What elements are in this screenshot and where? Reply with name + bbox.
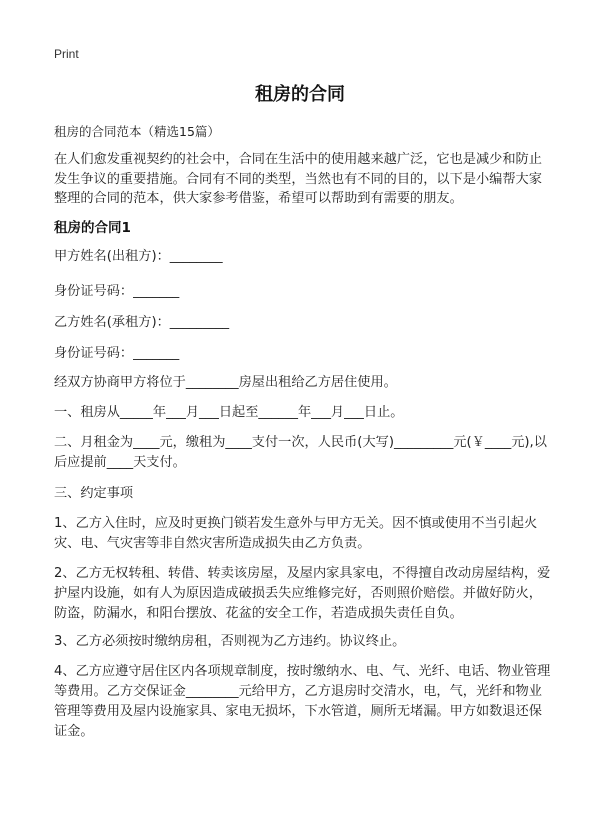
party-b-id-field: 身份证号码：_______ <box>54 346 180 361</box>
document-title: 租房的合同 <box>255 84 345 105</box>
list-item: 3、乙方必须按时缴纳房租，否则视为乙方违约。协议终止。 <box>54 634 406 649</box>
intro-paragraph: 在人们愈发重视契约的社会中，合同在生活中的使用越来越广泛，它也是减少和防止发生争议的重要措施。合同有不同的类型，当然也有不同的目的，以下是小编帮大家整理的合同的范本，供大家参考借鉴，希望可以帮助到有需要的朋友。 <box>54 152 542 206</box>
clause-1: 一、租房从_____年___月___日起至______年___月___日止。 <box>54 405 404 420</box>
print-link[interactable]: Print <box>54 47 79 61</box>
party-a-id-field: 身份证号码：_______ <box>54 284 180 299</box>
document-subtitle: 租房的合同范本（精选15篇） <box>54 124 220 139</box>
section-heading: 租房的合同1 <box>54 220 131 236</box>
list-item: 4、乙方应遵守居住区内各项规章制度，按时缴纳水、电、气、光纤、电话、物业管理等费用。乙方交保证金________元给甲方，乙方退房时交清水，电，气，光纤和物业管理等费用及屋内设施家具、家电无损坏，下水管道，厕所无堵漏。甲方如数退还保证金。 <box>54 664 551 739</box>
party-b-name-field: 乙方姓名(承租方)：_________ <box>54 315 230 330</box>
clause-3-heading: 三、约定事项 <box>54 486 134 501</box>
party-a-name-field: 甲方姓名(出租方)：________ <box>54 249 223 264</box>
clause-2: 二、月租金为____元，缴租为____支付一次，人民币(大写)_________元(￥____元),以后应提前____天支付。 <box>54 435 547 470</box>
list-item: 1、乙方入住时，应及时更换门锁若发生意外与甲方无关。因不慎或使用不当引起火灾、电、气灾害等非自然灾害所造成损失由乙方负责。 <box>54 516 538 551</box>
agreement-line: 经双方协商甲方将位于________房屋出租给乙方居住使用。 <box>54 375 397 390</box>
list-item: 2、乙方无权转租、转借、转卖该房屋，及屋内家具家电，不得擅自改动房屋结构，爱护屋内设施，如有人为原因造成破损丢失应维修完好，否则照价赔偿。并做好防火，防盗，防漏水，和阳台摆放、花盆的安全工作，若造成损失责任自负。 <box>54 566 551 621</box>
